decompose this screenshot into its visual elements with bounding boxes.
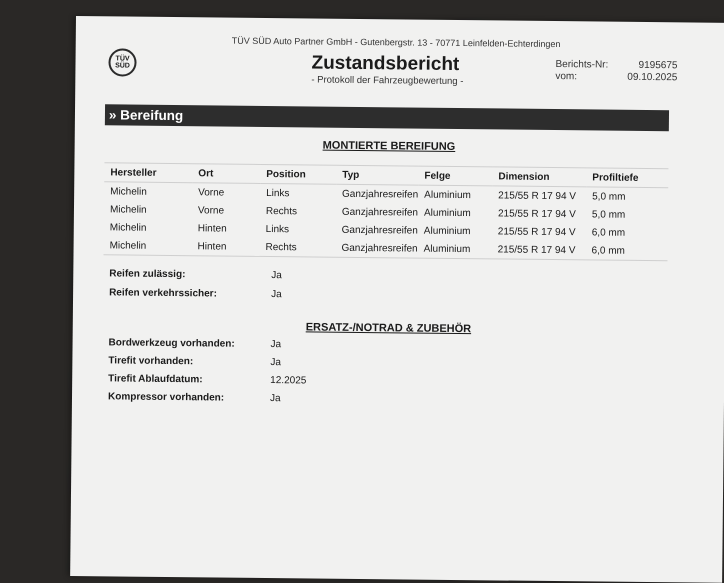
page-title: Zustandsbericht	[311, 52, 460, 76]
cell-dimension: 215/55 R 17 94 V	[497, 207, 576, 220]
column-header: Typ	[336, 165, 418, 185]
cell-type: Ganzjahresreifen	[342, 188, 419, 201]
cell-rim: Aluminium	[418, 240, 492, 259]
cell-rim: Aluminium	[423, 207, 471, 219]
compressor-label: Kompressor vorhanden:	[107, 391, 225, 404]
tirefit-value: Ja	[270, 357, 282, 369]
cell-location: Vorne	[197, 204, 225, 217]
cell-tread-depth: 6,0 mm	[591, 226, 626, 239]
toolkit-label: Bordwerkzeug vorhanden:	[108, 337, 235, 350]
tirefit-label: Tirefit vorhanden:	[108, 355, 194, 368]
toolkit-value: Ja	[270, 339, 282, 351]
tires-roadworthy-value: Ja	[271, 289, 282, 301]
cell-position: Rechts	[259, 238, 335, 257]
column-header: Felge	[418, 166, 492, 186]
compressor-value: Ja	[269, 393, 281, 405]
section-title: » Bereifung	[105, 104, 669, 131]
cell-dimension: 215/55 R 17 94 V	[497, 225, 576, 238]
report-page	[70, 16, 724, 583]
spare-accessories-heading: ERSATZ-/NOTRAD & ZUBEHÖR	[305, 321, 472, 336]
company-address: TÜV SÜD Auto Partner GmbH - Gutenbergstr. 13 - 70771 Leinfelden-Echterdingen	[231, 35, 561, 50]
column-header: Position	[260, 164, 336, 184]
column-header: Dimension	[492, 167, 586, 187]
report-no: 9195675	[638, 59, 678, 72]
report-date: 09.10.2025	[627, 71, 678, 84]
mounted-tires-heading: MONTIERTE BEREIFUNG	[322, 139, 456, 153]
tires-table	[103, 162, 668, 261]
report-no-label: Berichts-Nr:	[555, 59, 609, 71]
cell-manufacturer: Michelin	[109, 221, 147, 234]
report-meta	[555, 59, 677, 84]
cell-type: Ganzjahresreifen	[335, 239, 417, 258]
cell-rim: Aluminium	[424, 189, 471, 201]
cell-position: Links	[266, 187, 290, 199]
page-subtitle: - Protokoll der Fahrzeugbewertung -	[311, 74, 464, 88]
cell-dimension: 215/55 R 17 94 V	[492, 240, 586, 259]
tires-permitted-value: Ja	[271, 270, 282, 282]
cell-tread-depth: 5,0 mm	[592, 190, 626, 203]
cell-position: Rechts	[265, 205, 298, 217]
column-header: Hersteller	[104, 163, 192, 183]
tuv-logo-icon: TÜV SÜD	[108, 48, 136, 76]
tires-roadworthy-label: Reifen verkehrssicher:	[109, 287, 217, 300]
column-header: Profiltiefe	[586, 168, 668, 188]
cell-tread-depth: 6,0 mm	[585, 241, 667, 260]
column-header: Ort	[192, 164, 260, 184]
tirefit-expiry-label: Tirefit Ablaufdatum:	[108, 373, 203, 386]
cell-tread-depth: 5,0 mm	[591, 208, 626, 221]
date-label: vom:	[555, 71, 578, 83]
cell-type: Ganzjahresreifen	[341, 206, 419, 219]
cell-manufacturer: Michelin	[104, 236, 192, 255]
cell-manufacturer: Michelin	[110, 185, 147, 198]
cell-manufacturer: Michelin	[109, 203, 147, 216]
tires-permitted-label: Reifen zulässig:	[109, 268, 186, 281]
tirefit-expiry-value: 12.2025	[270, 375, 307, 387]
cell-location: Hinten	[191, 237, 259, 256]
cell-position: Links	[265, 223, 290, 235]
cell-rim: Aluminium	[423, 225, 471, 237]
cell-location: Hinten	[197, 222, 227, 235]
cell-type: Ganzjahresreifen	[341, 224, 418, 237]
cell-dimension: 215/55 R 17 94 V	[498, 189, 577, 202]
cell-location: Vorne	[198, 186, 225, 199]
